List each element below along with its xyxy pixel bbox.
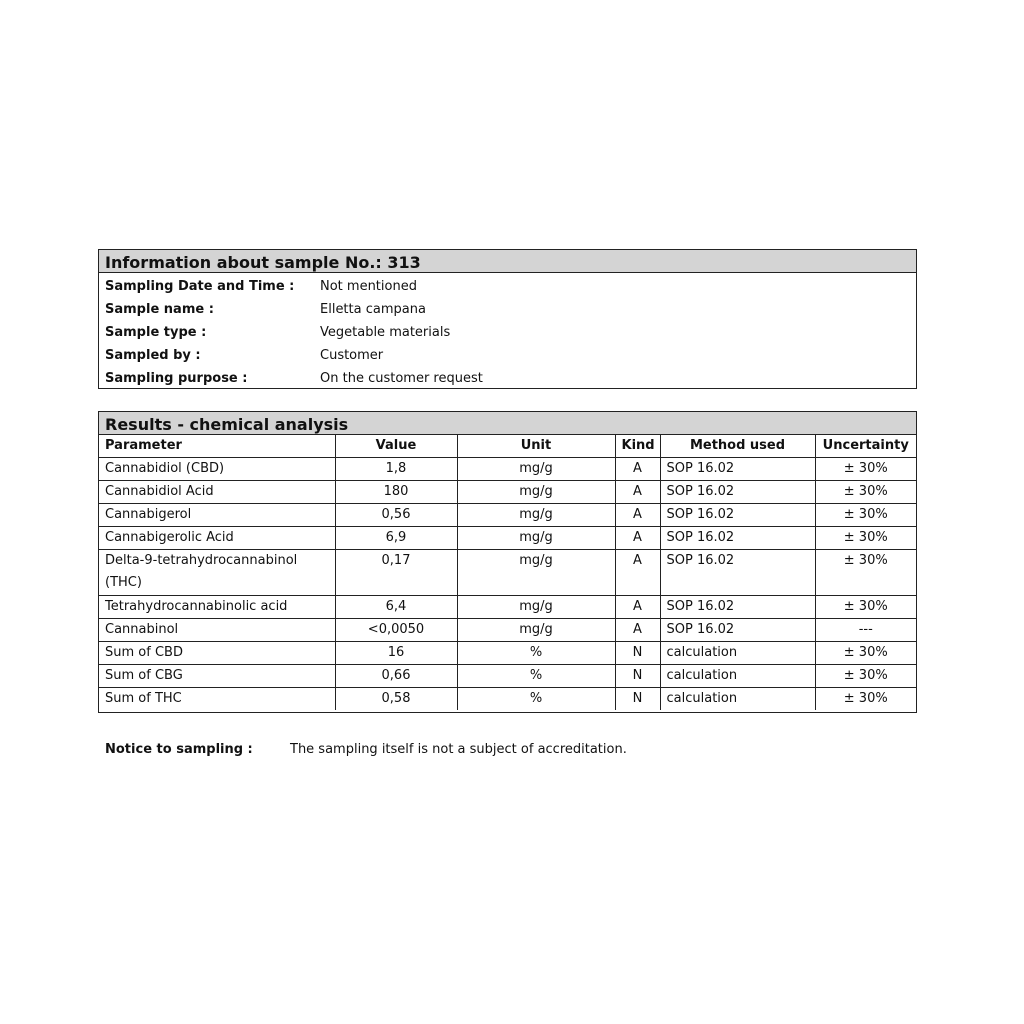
table-row — [99, 619, 916, 642]
cell-unit: mg/g — [457, 458, 615, 481]
table-row — [99, 527, 916, 550]
cell-value: 180 — [335, 481, 457, 504]
cell-uncertainty: ± 30% — [815, 665, 916, 688]
results-header-row — [99, 435, 916, 458]
results-table — [99, 435, 916, 710]
info-label: Sampled by : — [105, 348, 201, 363]
table-row — [99, 688, 916, 711]
info-value: Not mentioned — [320, 279, 417, 294]
cell-kind: N — [615, 688, 660, 711]
cell-kind: A — [615, 504, 660, 527]
cell-uncertainty: --- — [815, 619, 916, 642]
table-row — [99, 504, 916, 527]
info-row-sample-type — [99, 321, 916, 344]
column-header-uncertainty: Uncertainty — [815, 435, 916, 458]
info-value: Elletta campana — [320, 302, 426, 317]
cell-unit: mg/g — [457, 619, 615, 642]
cell-value: 6,4 — [335, 596, 457, 619]
cell-parameter: Sum of CBG — [99, 665, 335, 688]
cell-uncertainty: ± 30% — [815, 481, 916, 504]
column-header-parameter: Parameter — [99, 435, 335, 458]
cell-kind: A — [615, 550, 660, 596]
cell-value: 1,8 — [335, 458, 457, 481]
cell-uncertainty: ± 30% — [815, 504, 916, 527]
notice-label: Notice to sampling : — [105, 742, 253, 757]
cell-value: 0,66 — [335, 665, 457, 688]
cell-parameter: Cannabidiol Acid — [99, 481, 335, 504]
cell-parameter: Tetrahydrocannabinolic acid — [99, 596, 335, 619]
cell-method: SOP 16.02 — [660, 458, 815, 481]
table-row — [99, 550, 916, 596]
cell-unit: % — [457, 642, 615, 665]
sample-info-section — [98, 249, 917, 389]
info-row-sampling-purpose — [99, 367, 916, 390]
cell-unit: mg/g — [457, 550, 615, 596]
info-label: Sample name : — [105, 302, 214, 317]
cell-uncertainty: ± 30% — [815, 596, 916, 619]
table-row — [99, 458, 916, 481]
info-label: Sample type : — [105, 325, 207, 340]
cell-method: calculation — [660, 642, 815, 665]
cell-value: 0,56 — [335, 504, 457, 527]
cell-value: 0,58 — [335, 688, 457, 711]
cell-uncertainty: ± 30% — [815, 527, 916, 550]
sample-info-title: Information about sample No.: 313 — [99, 250, 916, 273]
cell-unit: mg/g — [457, 481, 615, 504]
cell-parameter: Delta-9-tetrahydrocannabinol (THC) — [99, 550, 335, 596]
cell-kind: A — [615, 458, 660, 481]
cell-kind: N — [615, 642, 660, 665]
column-header-value: Value — [335, 435, 457, 458]
table-row — [99, 642, 916, 665]
column-header-method: Method used — [660, 435, 815, 458]
cell-uncertainty: ± 30% — [815, 642, 916, 665]
cell-value: 6,9 — [335, 527, 457, 550]
cell-method: SOP 16.02 — [660, 527, 815, 550]
cell-parameter: Sum of THC — [99, 688, 335, 711]
cell-method: SOP 16.02 — [660, 481, 815, 504]
column-header-kind: Kind — [615, 435, 660, 458]
cell-parameter: Cannabigerolic Acid — [99, 527, 335, 550]
cell-unit: mg/g — [457, 596, 615, 619]
table-row — [99, 665, 916, 688]
info-label: Sampling Date and Time : — [105, 279, 295, 294]
cell-method: calculation — [660, 665, 815, 688]
info-row-sampling-date — [99, 275, 916, 298]
results-section — [98, 411, 917, 713]
cell-value: 16 — [335, 642, 457, 665]
cell-kind: A — [615, 481, 660, 504]
cell-kind: A — [615, 619, 660, 642]
results-title: Results - chemical analysis — [99, 412, 916, 435]
cell-parameter: Cannabinol — [99, 619, 335, 642]
cell-value: <0,0050 — [335, 619, 457, 642]
cell-method: SOP 16.02 — [660, 596, 815, 619]
table-row — [99, 481, 916, 504]
cell-kind: A — [615, 596, 660, 619]
info-value: Vegetable materials — [320, 325, 451, 340]
cell-uncertainty: ± 30% — [815, 688, 916, 711]
cell-parameter: Cannabigerol — [99, 504, 335, 527]
cell-unit: mg/g — [457, 504, 615, 527]
cell-method: SOP 16.02 — [660, 550, 815, 596]
cell-method: SOP 16.02 — [660, 619, 815, 642]
cell-uncertainty: ± 30% — [815, 458, 916, 481]
notice-text: The sampling itself is not a subject of accreditation. — [290, 742, 627, 757]
cell-unit: mg/g — [457, 527, 615, 550]
info-label: Sampling purpose : — [105, 371, 248, 386]
cell-value: 0,17 — [335, 550, 457, 596]
info-row-sample-name — [99, 298, 916, 321]
column-header-unit: Unit — [457, 435, 615, 458]
cell-unit: % — [457, 665, 615, 688]
table-row — [99, 596, 916, 619]
cell-parameter: Cannabidiol (CBD) — [99, 458, 335, 481]
cell-method: SOP 16.02 — [660, 504, 815, 527]
cell-parameter: Sum of CBD — [99, 642, 335, 665]
info-row-sampled-by — [99, 344, 916, 367]
cell-kind: A — [615, 527, 660, 550]
info-value: Customer — [320, 348, 384, 363]
cell-kind: N — [615, 665, 660, 688]
cell-unit: % — [457, 688, 615, 711]
info-value: On the customer request — [320, 371, 483, 386]
cell-method: calculation — [660, 688, 815, 711]
cell-uncertainty: ± 30% — [815, 550, 916, 596]
